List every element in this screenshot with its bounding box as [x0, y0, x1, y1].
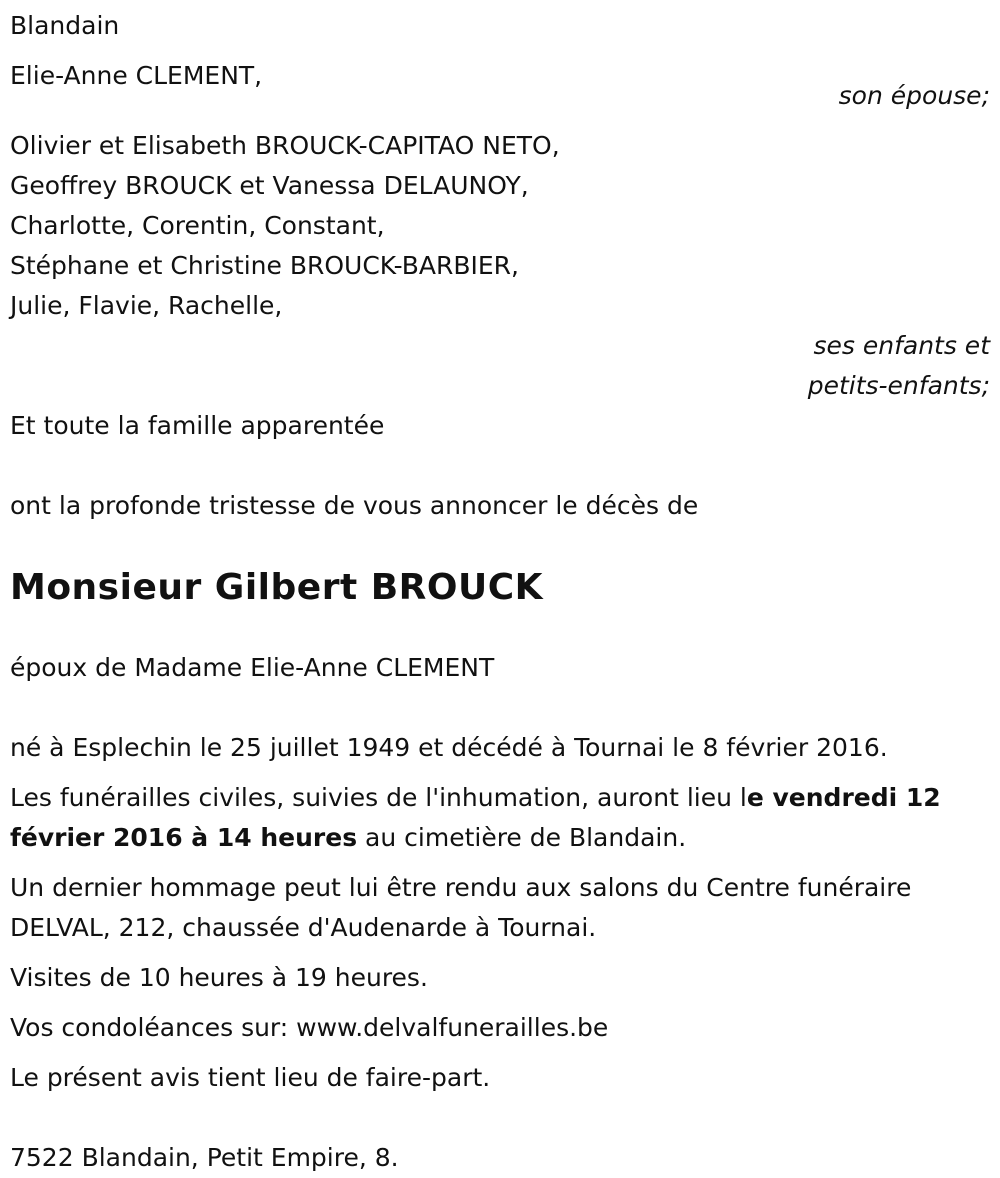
family-line: Et toute la famille apparentée — [10, 411, 385, 440]
children-line: Julie, Flavie, Rachelle, — [10, 291, 283, 320]
spacer — [10, 446, 990, 486]
children-line: Geoffrey BROUCK et Vanessa DELAUNOY, — [10, 171, 529, 200]
announcement-line: ont la profonde tristesse de vous annoncer le décès de — [10, 491, 699, 520]
children-list — [10, 126, 990, 326]
funeral-text-suffix: au cimetière de Blandain. — [357, 823, 687, 852]
homage-paragraph: Un dernier hommage peut lui être rendu aux salons du Centre funéraire DELVAL, 212, chaussée d'Audenarde à Tournai. — [10, 873, 912, 942]
place-header: Blandain — [10, 11, 120, 40]
funeral-text-prefix: Les funérailles civiles, suivies de l'inhumation, auront lieu l — [10, 783, 747, 812]
condolences-line: Vos condoléances sur: www.delvalfunerailles.be — [10, 1013, 609, 1042]
address-line: 7522 Blandain, Petit Empire, 8. — [10, 1143, 399, 1172]
spouse-of-line: époux de Madame Elie-Anne CLEMENT — [10, 653, 495, 682]
funeral-date-time: e vendredi 12 février 2016 à 14 heures — [10, 783, 941, 852]
deceased-name: Monsieur Gilbert BROUCK — [10, 567, 544, 608]
children-line: Olivier et Elisabeth BROUCK-CAPITAO NETO, — [10, 131, 560, 160]
children-line: Stéphane et Christine BROUCK-BARBIER, — [10, 251, 519, 280]
visits-line: Visites de 10 heures à 19 heures. — [10, 963, 428, 992]
children-line: Charlotte, Corentin, Constant, — [10, 211, 385, 240]
spacer — [10, 46, 990, 56]
birth-death-line: né à Esplechin le 25 juillet 1949 et décédé à Tournai le 8 février 2016. — [10, 733, 888, 762]
children-role-line2: petits-enfants; — [807, 371, 990, 400]
funeral-paragraph — [10, 778, 990, 858]
children-role-line1: ses enfants et — [813, 331, 990, 360]
death-notice — [10, 0, 990, 1178]
spouse-role: son épouse; — [838, 81, 990, 110]
notice-note-line: Le présent avis tient lieu de faire-part. — [10, 1063, 491, 1092]
spouse-name: Elie-Anne CLEMENT, — [10, 61, 263, 90]
